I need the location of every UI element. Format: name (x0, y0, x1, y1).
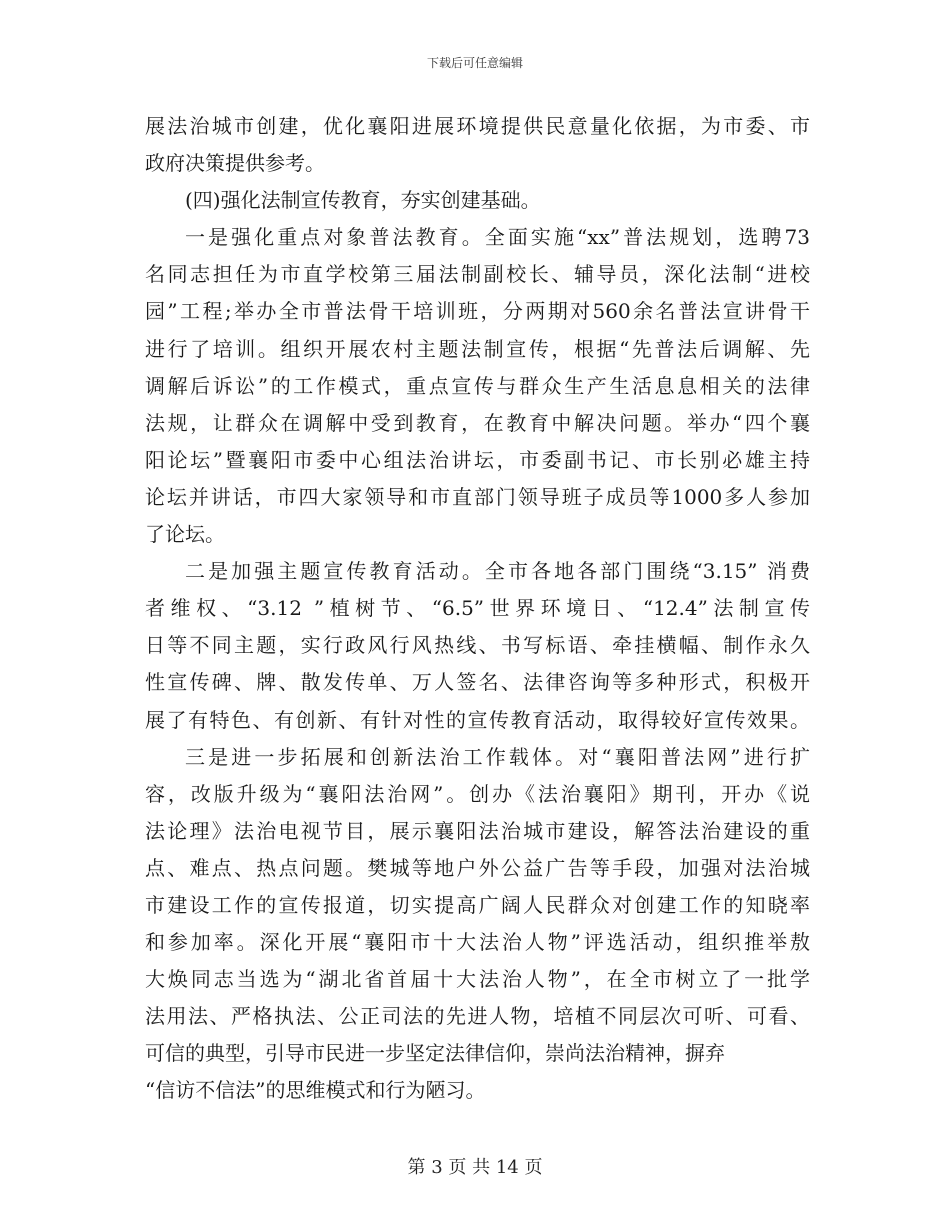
text-line: 容，改版升级为“襄阳法治网”。创办《法治襄阳》期刊，开办《说 (145, 781, 810, 806)
text-line: 法规，让群众在调解中受到教育，在教育中解决问题。举办“四个襄 (145, 410, 810, 435)
text-line: 政府决策提供参考。 (145, 151, 325, 176)
text-line: 了论坛。 (145, 522, 225, 547)
text-line: 进行了培训。组织开展农村主题法制宣传，根据“先普法后调解、先 (145, 336, 810, 361)
page-header: 下载后可任意编辑 (426, 56, 523, 70)
text-line: 市建设工作的宣传报道，切实提高广阔人民群众对创建工作的知晓率 (145, 892, 810, 917)
page-footer: 第 3 页 共 14 页 (407, 1157, 543, 1178)
text-line: 园”工程;举办全市普法骨干培训班，分两期对560余名普法宣讲骨干 (145, 299, 810, 324)
text-line: 展法治城市创建，优化襄阳进展环境提供民意量化依据，为市委、市 (145, 114, 810, 138)
text-line: 可信的典型，引导市民进一步坚定法律信仰，崇尚法治精神，摒弃 (145, 1041, 725, 1066)
text-line: 法论理》法治电视节目，展示襄阳法治城市建设，解答法治建设的重 (145, 818, 810, 843)
section-heading: (四)强化法制宣传教育，夯实创建基础。 (185, 188, 541, 213)
text-line: 论坛并讲话，市四大家领导和市直部门领导班子成员等1000多人参加 (145, 484, 810, 509)
text-line: 二是加强主题宣传教育活动。全市各地各部门围绕“3.15” 消费 (185, 559, 810, 584)
document-body (145, 108, 810, 1110)
text-line: 者维权、“3.12 ”植树节、“6.5”世界环境日、“12.4”法制宣传 (145, 596, 810, 621)
text-line: 大焕同志当选为“湖北省首届十大法治人物”，在全市树立了一批学 (145, 967, 810, 992)
text-line: 阳论坛”暨襄阳市委中心组法治讲坛，市委副书记、市长别必雄主持 (145, 447, 810, 472)
text-line: 日等不同主题，实行政风行风热线、书写标语、牵挂横幅、制作永久 (145, 633, 810, 658)
text-line: 法用法、严格执法、公正司法的先进人物，培植不同层次可听、可看、 (145, 1004, 810, 1029)
text-line: 和参加率。深化开展“襄阳市十大法治人物”评选活动，组织推举敖 (145, 930, 810, 955)
text-line: 名同志担任为市直学校第三届法制副校长、辅导员，深化法制“进校 (145, 262, 810, 287)
text-line: “信访不信法”的思维模式和行为陋习。 (145, 1078, 486, 1103)
text-line: 三是进一步拓展和创新法治工作载体。对“襄阳普法网”进行扩 (185, 744, 810, 769)
text-line: 点、难点、热点问题。樊城等地户外公益广告等手段，加强对法治城 (145, 855, 810, 880)
text-line: 一是强化重点对象普法教育。全面实施“xx”普法规划，选聘73 (185, 225, 810, 250)
text-line: 调解后诉讼”的工作模式，重点宣传与群众生产生活息息相关的法律 (145, 373, 810, 398)
text-line: 展了有特色、有创新、有针对性的宣传教育活动，取得较好宣传效果。 (145, 707, 810, 732)
text-line: 性宣传碑、牌、散发传单、万人签名、法律咨询等多种形式，积极开 (145, 670, 810, 695)
